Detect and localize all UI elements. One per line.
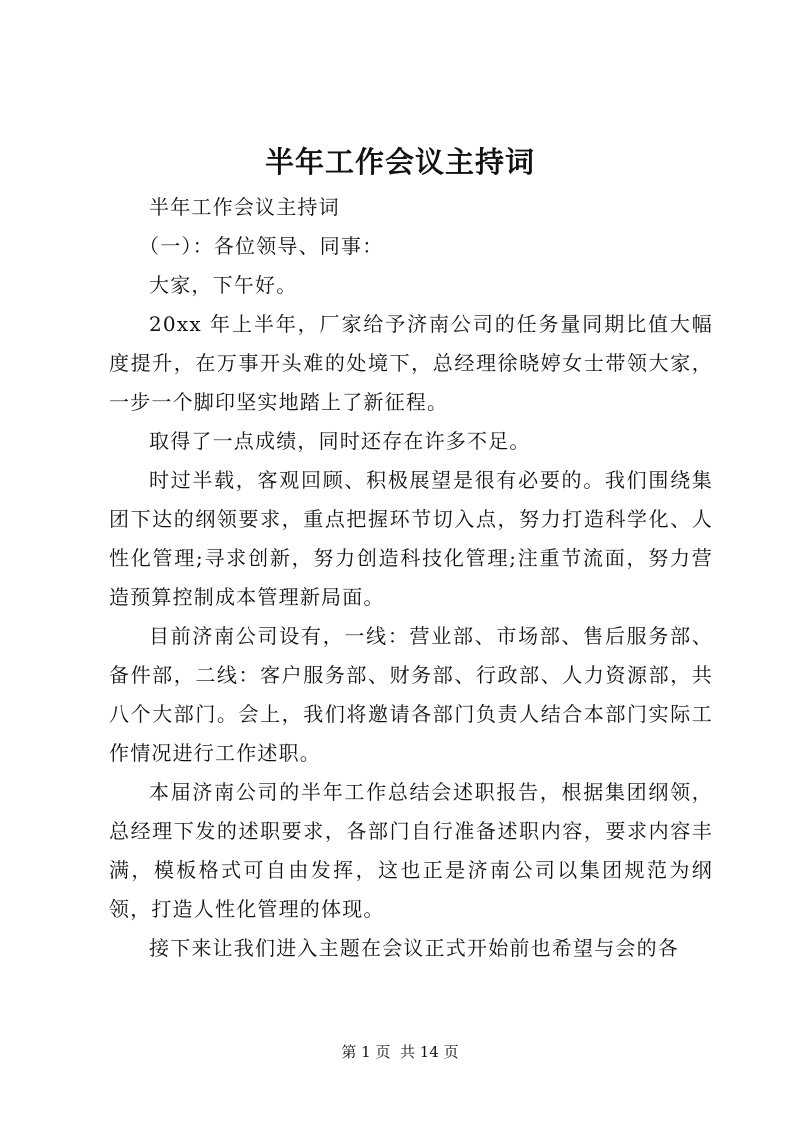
paragraph-greeting: （一）：各位领导、同事：	[139, 234, 384, 258]
page-number-label: 第 1 页 共 14 页	[341, 1043, 459, 1061]
page-footer	[0, 1042, 800, 1062]
paragraph-achievements: 取得了一点成绩，同时还存在许多不足。	[149, 429, 531, 453]
paragraph-first-half-review: 20xx 年上半年，厂家给予济南公司的任务量同期比值大幅度提升，在万事开头难的处境下，总经理徐晓婷女士带领大家，一步一个脚印坚实地踏上了新征程。	[109, 312, 713, 414]
paragraph-report-requirements: 本届济南公司的半年工作总结会述职报告，根据集团纲领，总经理下发的述职要求，各部门自行准备述职内容，要求内容丰满，模板格式可自由发挥，这也正是济南公司以集团规范为纲领，打造人性化管理的体现。	[109, 780, 713, 921]
paragraph-next-topic: 接下来让我们进入主题在会议正式开始前也希望与会的各	[149, 936, 679, 960]
paragraph-outlook: 时过半载，客观回顾、积极展望是很有必要的。我们围绕集团下达的纲领要求，重点把握环节切入点，努力打造科学化、人性化管理;寻求创新，努力创造科技化管理;注重节流面，努力营造预算控制成本管理新局面。	[109, 468, 713, 609]
paragraph-salutation: 大家，下午好。	[149, 273, 298, 297]
paragraph-subtitle: 半年工作会议主持词	[149, 195, 340, 219]
paragraph-departments: 目前济南公司设有，一线：营业部、市场部、售后服务部、备件部，二线：客户服务部、财务部、行政部、人力资源部，共八个大部门。会上，我们将邀请各部门负责人结合本部门实际工作情况进行工作述职。	[109, 624, 713, 765]
document-body	[109, 188, 713, 968]
document-title: 半年工作会议主持词	[264, 145, 535, 179]
